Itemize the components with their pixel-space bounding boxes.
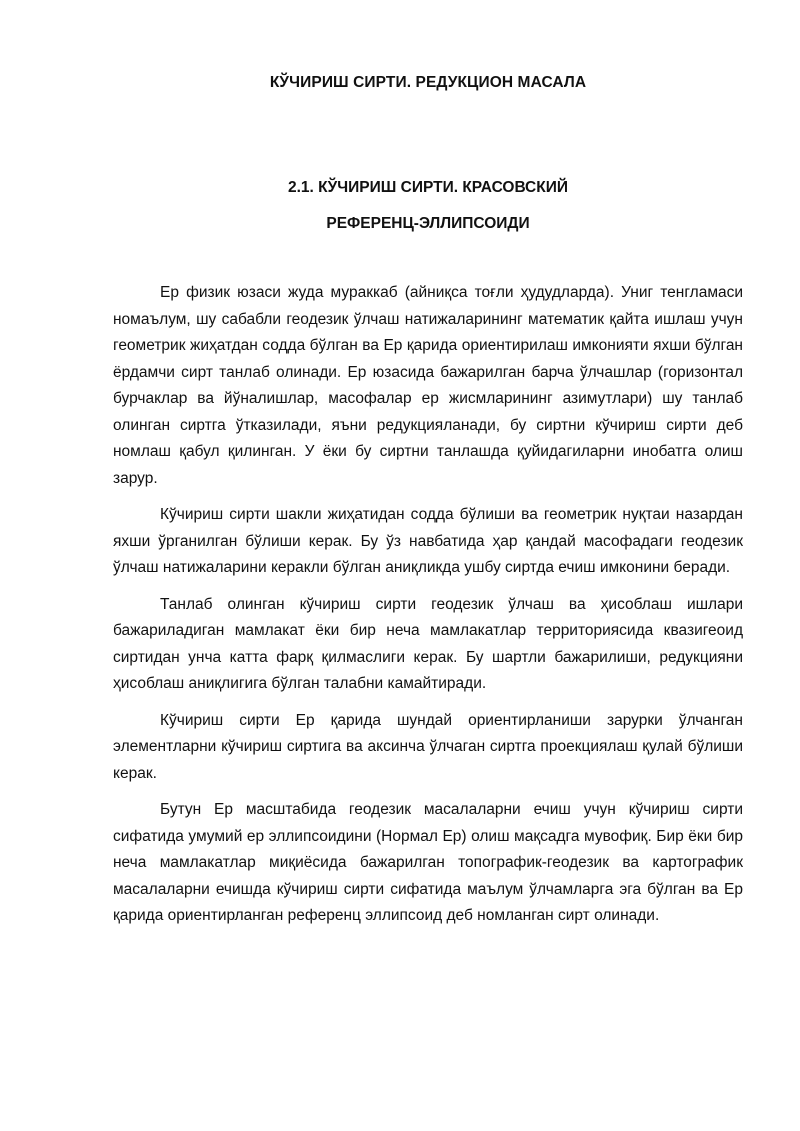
- paragraph: Танлаб олинган кўчириш сирти геодезик ўлчаш ва ҳисоблаш ишлари бажариладиган мамлакат ёки бир неча мамлакатлар территориясида квазигеоид сиртидан унча катта фарқ қилмаслиги керак. Бу шартли бажарилиши, редукцияни ҳисоблаш аниқлигига бўлган талабни камайтиради.: [113, 595, 743, 692]
- section-heading-line-1: 2.1. КЎЧИРИШ СИРТИ. КРАСОВСКИЙ: [288, 179, 568, 196]
- body-text: [113, 280, 743, 940]
- paragraph: Кўчириш сирти шакли жиҳатидан содда бўлиши ва геометрик нуқтаи назардан яхши ўрганилган бўлиши керак. Бу ўз навбатида ҳар қандай масофадаги геодезик ўлчаш натижаларини керакли бўлган аниқликда ушбу сиртда ечиш имконини беради.: [113, 506, 743, 576]
- section-heading: [0, 170, 800, 242]
- paragraph: Кўчириш сирти Ер қарида шундай ориентирланиши зарурки ўлчанган элементларни кўчириш сиртига ва аксинча ўлчаган сиртга проекциялаш қулай бўлиши керак.: [113, 711, 743, 782]
- paragraph: Бутун Ер масштабида геодезик масалаларни ечиш учун кўчириш сирти сифатида умумий ер эллипсоидини (Нормал Ер) олиш мақсадга мувофиқ. Бир ёки бир неча мамлакатлар миқиёсида бажарилган топографик-геодезик ва картографик масалаларни ечишда кўчириш сирти сифатида маълум ўлчамларга эга бўлган ва Ер қарида ориентирланган референц эллипсоид деб номланган сирт олинади.: [113, 801, 743, 924]
- paragraph: Ер физик юзаси жуда мураккаб (айниқса тоғли ҳудудларда). Униг тенгламаси номаълум, шу сабабли геодезик ўлчаш натижаларининг математик қайта ишлаш учун геометрик жиҳатдан содда бўлган ва Ер қарида ориентирилаш имконияти яхши бўлган ёрдамчи сирт танлаб олинади. Ер юзасида бажарилган барча ўлчашлар (горизонтал бурчаклар ва йўналишлар, масофалар ер жисмларининг азимутлари) шу танлаб олинган сиртга ўтказилади, яъни редукцияланади, бу сиртни кўчириш сирти деб номлаш қабул қилинган. У ёки бу сиртни танлашда қуйидагиларни инобатга олиш зарур.: [113, 284, 743, 487]
- page-title: КЎЧИРИШ СИРТИ. РЕДУКЦИОН МАСАЛА: [269, 74, 587, 91]
- section-heading-line-2: РЕФЕРЕНЦ-ЭЛЛИПСОИДИ: [326, 215, 530, 232]
